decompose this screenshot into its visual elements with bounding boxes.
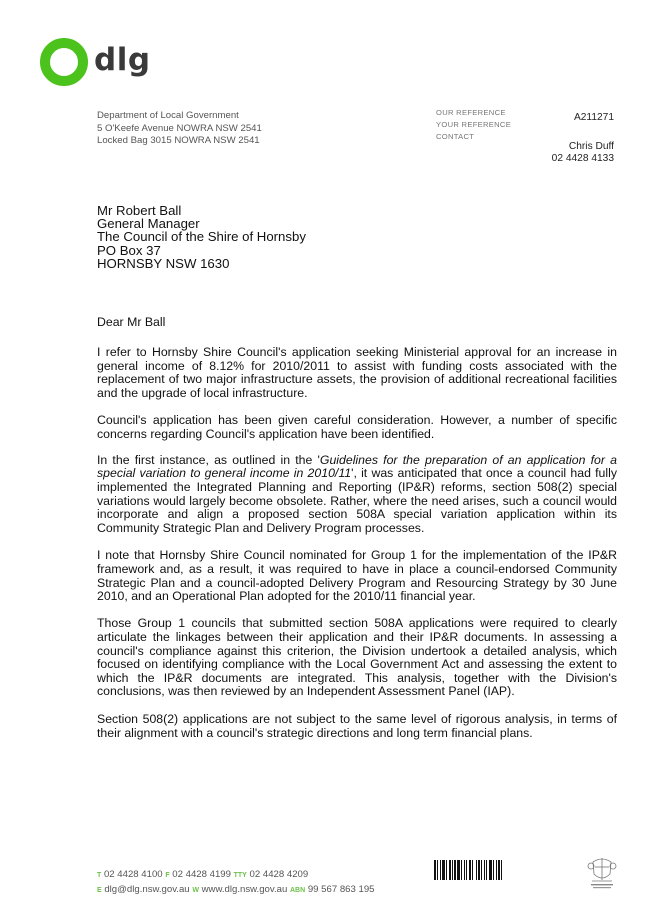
phone-label: T (97, 872, 102, 879)
sender-address (97, 110, 262, 148)
email-value: dlg@dlg.nsw.gov.au (104, 883, 190, 895)
body-paragraph: Those Group 1 councils that submitted section 508A applications were required to clearly articulate the linkages between their application and their IP&R documents. In assessing a council's compliance against this criterion, the Division undertook a detailed analysis, which focused on identifying compliance with the Local Government Act and assessing the extent to which the IP&R documents are integrated. This analysis, together with the Division's conclusions, was then reviewed by an Independent Assessment Panel (IAP). (97, 616, 617, 699)
paragraph-text: In the first instance, as outlined in the ' (97, 452, 320, 467)
paragraph-text: ', it was anticipated that once a council had fully implemented the Integrated Planning and Reporting (IP&R) reforms, section 508(2) special variations would largely become obsolete. Rather, where the need arises, such a council would incorporate and align a proposed section 508A special variation application within its Community Strategic Plan and Delivery Program processes. (97, 466, 617, 535)
our-reference-label: OUR REFERENCE (436, 108, 506, 117)
logo-wordmark: dlg (94, 42, 151, 78)
fax-label: F (165, 872, 170, 879)
body-paragraph (97, 454, 617, 536)
letter-body (97, 346, 617, 753)
logo-ring-icon (40, 38, 88, 86)
reference-values (552, 112, 614, 166)
sender-line: Locked Bag 3015 NOWRA NSW 2541 (97, 135, 260, 146)
sender-line: 5 O'Keefe Avenue NOWRA NSW 2541 (97, 122, 262, 134)
body-paragraph: Council's application has been given careful consideration. However, a number of specific concerns regarding Council's application have been identified. (97, 412, 617, 441)
footer-line-web (97, 883, 375, 898)
recipient-city: HORNSBY NSW 1630 (97, 255, 230, 271)
guidelines-title: Guidelines for the preparation of an application for a special variation to general income in 2010/11 (97, 452, 617, 481)
recipient-title: General Manager (97, 216, 200, 232)
email-label: E (97, 886, 102, 894)
abn-label: ABN (289, 886, 306, 894)
reference-labels (436, 107, 511, 143)
our-reference-value: A211271 (573, 112, 614, 123)
body-paragraph: I refer to Hornsby Shire Council's application seeking Ministerial approval for an increase in general income of 8.12% for 2010/2011 to assist with funding costs associated with the replacement of two major infrastructure assets, the provision of additional recreational facilities and the upgrade of local infrastructure. (97, 345, 617, 400)
fax-value: 02 4428 4199 (172, 869, 231, 880)
footer-line-phones (97, 868, 375, 883)
dlg-logo (40, 38, 150, 86)
contact-name: Chris Duff (568, 140, 614, 152)
your-reference-label: YOUR REFERENCE (436, 120, 512, 129)
sender-line: Department of Local Government (97, 110, 239, 121)
barcode-icon (434, 860, 542, 880)
nsw-crest-icon (587, 852, 617, 892)
abn-value: 99 567 863 195 (307, 883, 375, 895)
recipient-address (97, 204, 306, 270)
recipient-org: The Council of the Shire of Hornsby (97, 229, 306, 245)
salutation: Dear Mr Ball (97, 315, 166, 329)
tty-value: 02 4428 4209 (249, 869, 309, 880)
recipient-box: PO Box 37 (97, 242, 161, 258)
web-label: W (192, 886, 199, 894)
phone-value: 02 4428 4100 (103, 869, 163, 880)
recipient-name: Mr Robert Ball (97, 203, 182, 218)
body-paragraph: I note that Hornsby Shire Council nominated for Group 1 for the implementation of the IP&R framework and, as a result, it was required to have in place a council-endorsed Community Strategic Plan and a council-adopted Delivery Program and Resourcing Strategy by 30 June 2010, and an Operational Plan adopted for the 2010/11 financial year. (97, 548, 617, 604)
footer-contacts (97, 868, 375, 897)
contact-label: CONTACT (436, 132, 475, 141)
contact-phone: 02 4428 4133 (551, 153, 614, 164)
web-value: www.dlg.nsw.gov.au (201, 883, 288, 895)
body-paragraph: Section 508(2) applications are not subject to the same level of rigorous analysis, in terms of their alignment with a council's strategic directions and long term financial plans. (97, 711, 617, 740)
tty-label: TTY (233, 872, 247, 879)
